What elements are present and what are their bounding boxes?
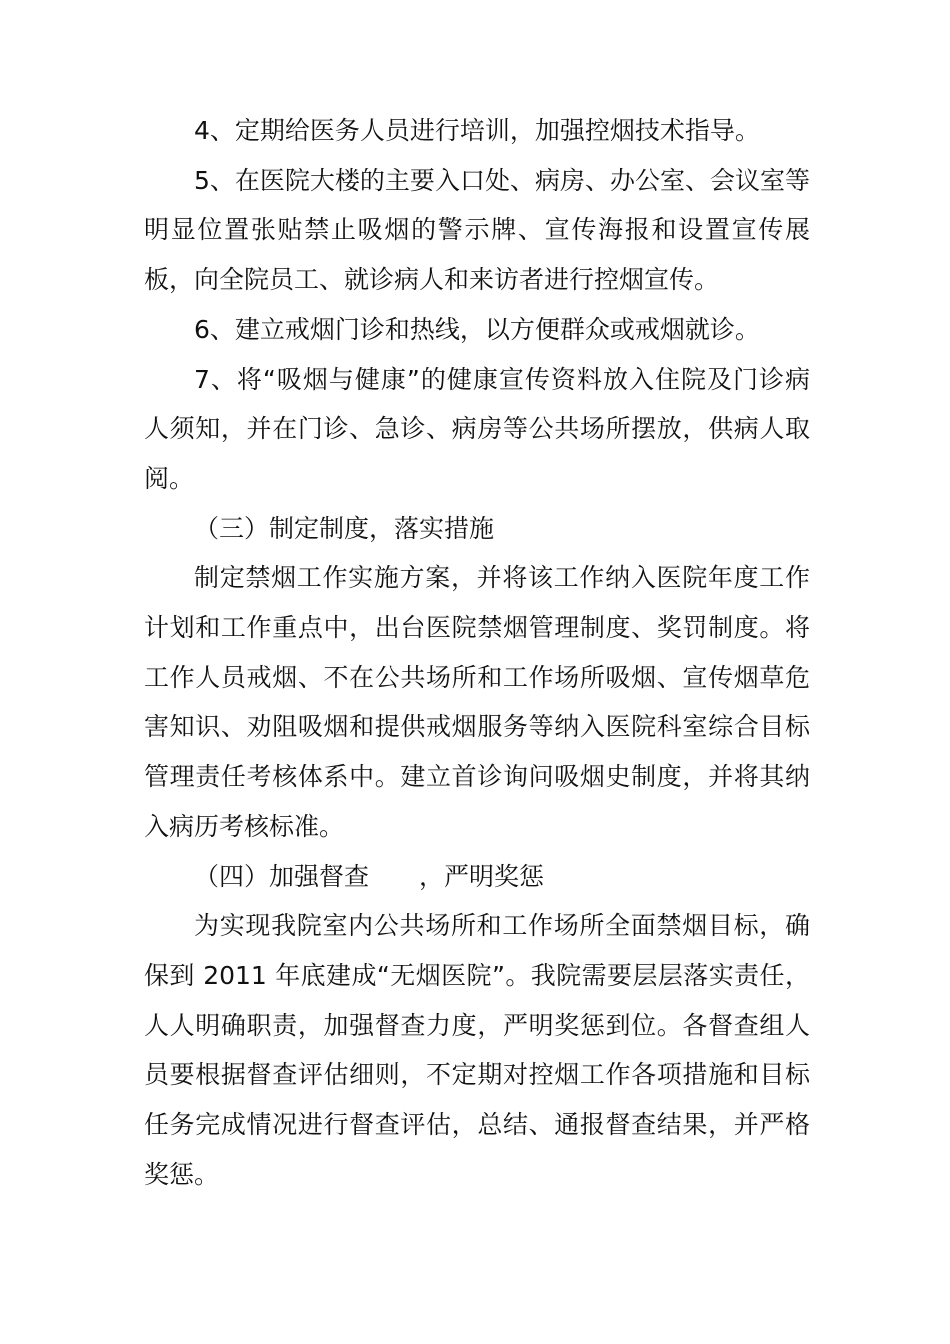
section-heading-4: （四）加强督查 ，严明奖惩 (194, 861, 545, 891)
paragraph-item-6: 6、建立戒烟门诊和热线，以方便群众或戒烟就诊。 (194, 314, 760, 344)
section-heading-3: （三）制定制度，落实措施 (194, 513, 495, 543)
paragraph-section-4-body: 为实现我院室内公共场所和工作场所全面禁烟目标，确保到 2011 年底建成“无烟医院”。我院需要层层落实责任，人人明确职责，加强督查力度，严明奖惩到位。各督查组人员要根据督查评估细则，不定期对控烟工作各项措施和目标任务完成情况进行督查评估，总结、通报督查结果，并严格奖惩。 (144, 911, 810, 1189)
paragraph-section-3-body: 制定禁烟工作实施方案，并将该工作纳入医院年度工作计划和工作重点中，出台医院禁烟管理制度、奖罚制度。将工作人员戒烟、不在公共场所和工作场所吸烟、宣传烟草危害知识、劝阻吸烟和提供戒烟服务等纳入医院科室综合目标管理责任考核体系中。建立首诊询问吸烟史制度，并将其纳入病历考核标准。 (144, 563, 810, 841)
paragraph-item-4: 4、定期给医务人员进行培训，加强控烟技术指导。 (194, 116, 760, 145)
paragraph-item-5: 5、在医院大楼的主要入口处、病房、办公室、会议室等明显位置张贴禁止吸烟的警示牌、宣传海报和设置宣传展板，向全院员工、就诊病人和来访者进行控烟宣传。 (144, 165, 810, 295)
document-page (144, 106, 810, 1199)
paragraph-item-7: 7、将“吸烟与健康”的健康宣传资料放入住院及门诊病人须知，并在门诊、急诊、病房等公共场所摆放，供病人取阅。 (144, 364, 810, 493)
